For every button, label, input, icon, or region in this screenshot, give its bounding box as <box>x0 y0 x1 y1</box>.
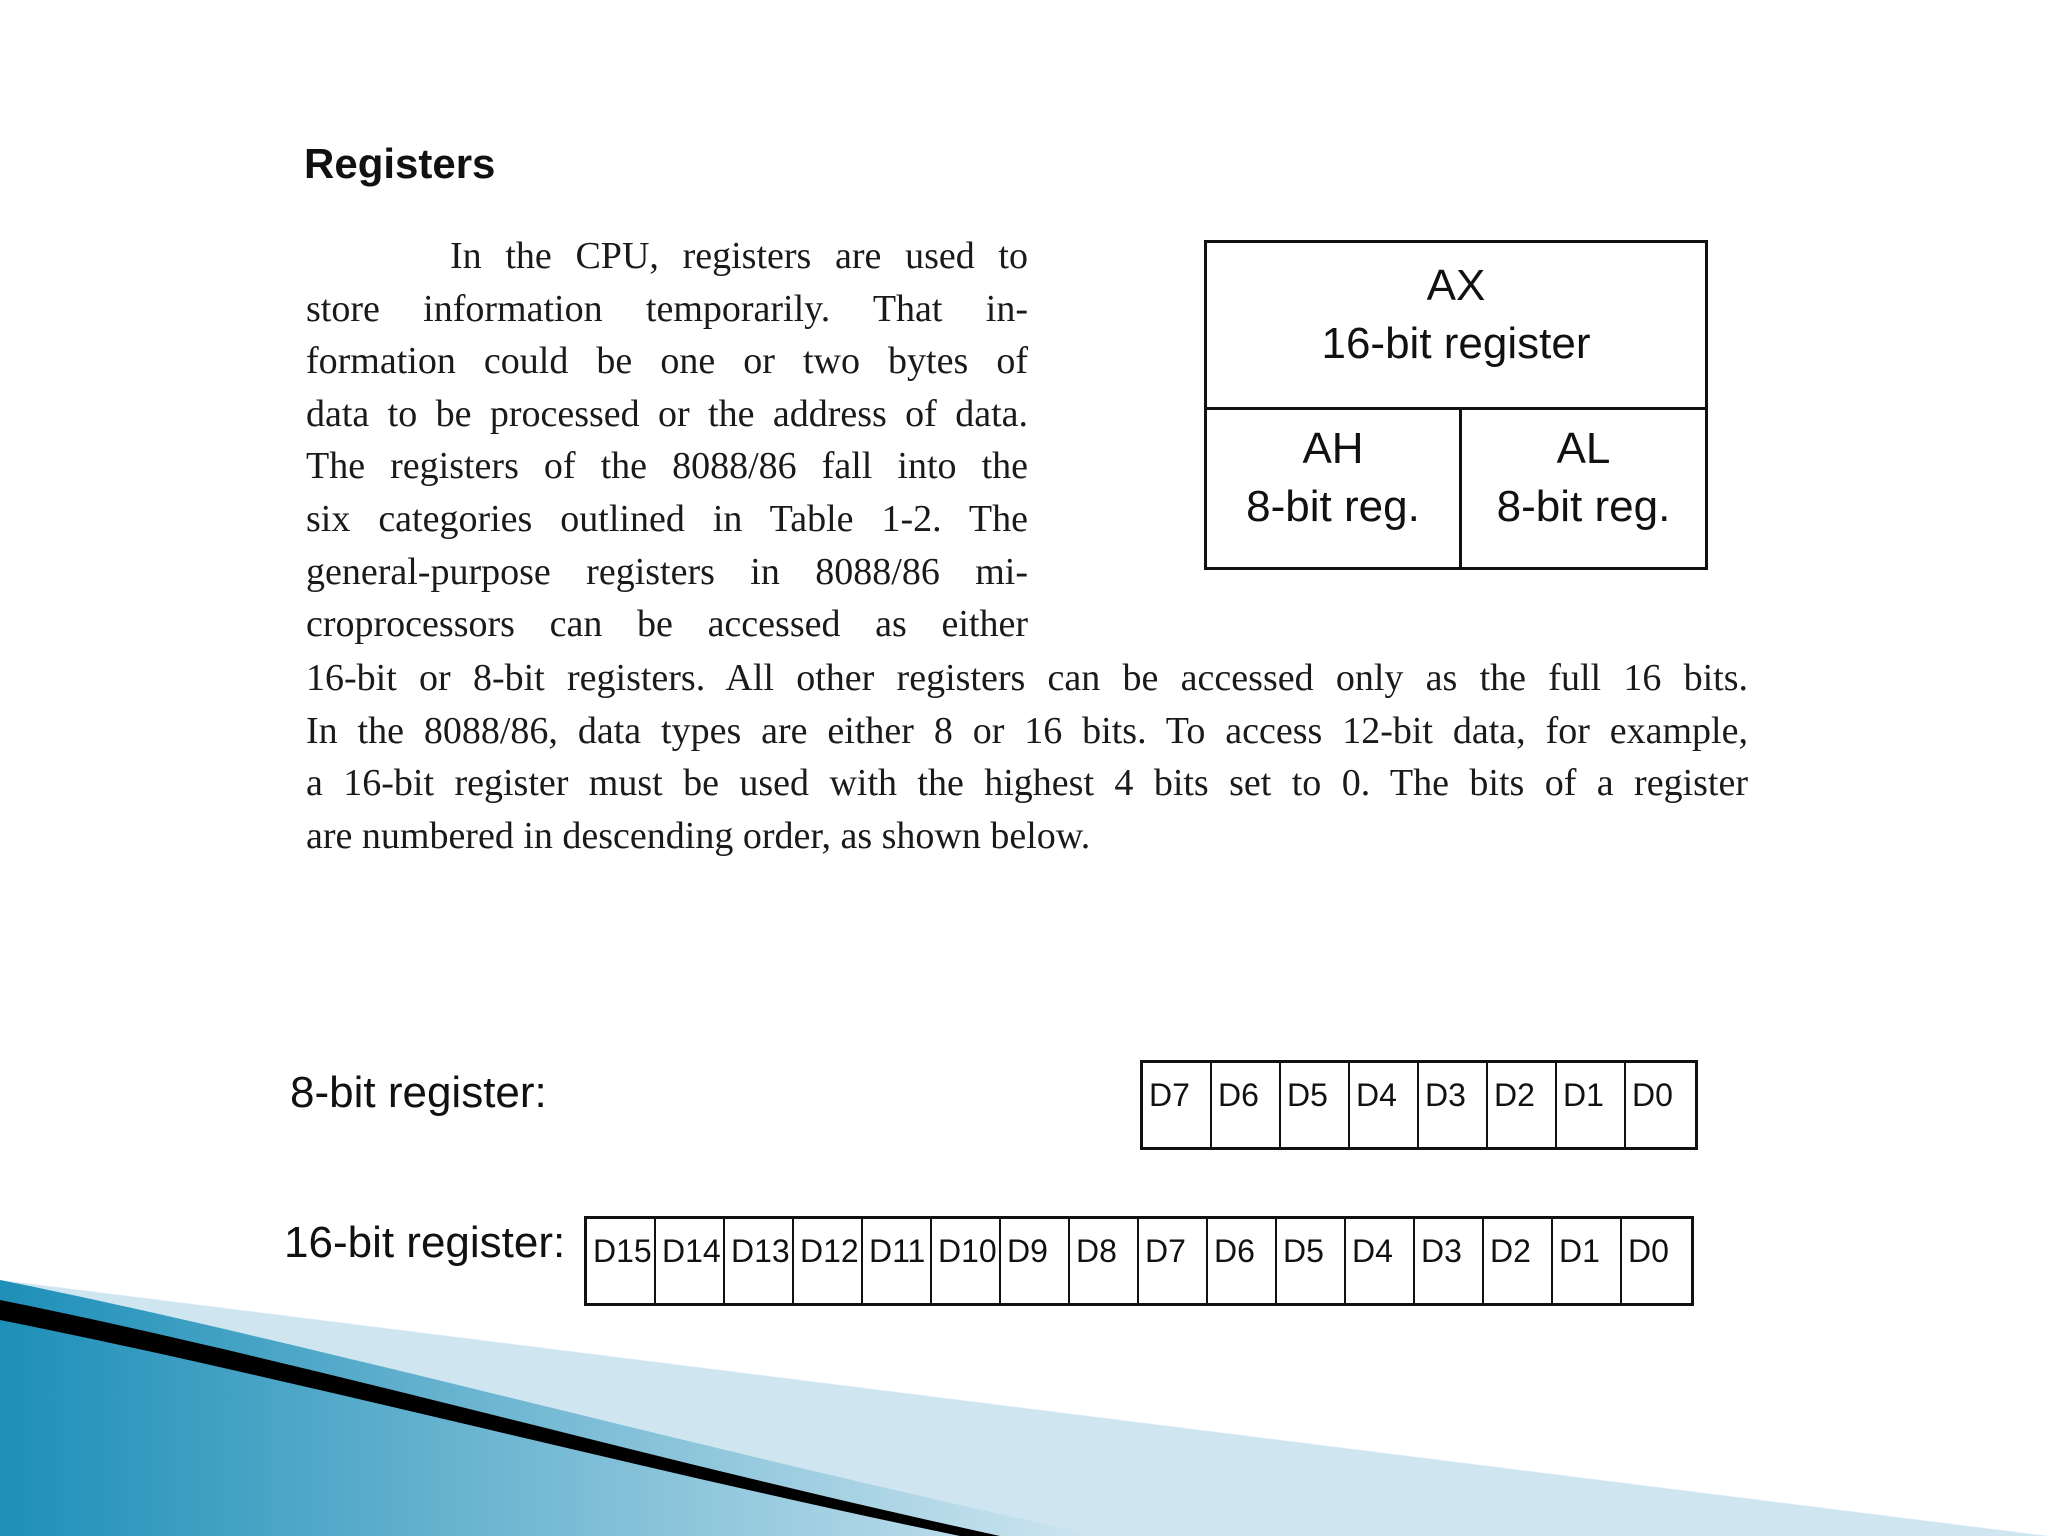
paragraph-line: general-purpose registers in 8088/86 mi- <box>306 550 1028 593</box>
bit-label: D14 <box>662 1233 721 1269</box>
bit-label: D1 <box>1559 1233 1600 1269</box>
bit-cell <box>1488 1063 1557 1147</box>
bit-label: D13 <box>731 1233 790 1269</box>
bit-label: D4 <box>1352 1233 1393 1269</box>
bit-label: D11 <box>869 1233 926 1269</box>
bit-cell <box>1626 1063 1695 1147</box>
decorative-swoosh <box>0 1280 2048 1536</box>
reg16-label: 16-bit register: <box>284 1218 566 1267</box>
ax-description: 16-bit register <box>1321 319 1591 368</box>
bit-cell <box>1143 1063 1212 1147</box>
ah-description: 8-bit reg. <box>1246 482 1420 531</box>
bit-label: D0 <box>1628 1233 1669 1269</box>
bit-label: D7 <box>1145 1233 1186 1269</box>
bit-label: D6 <box>1214 1233 1255 1269</box>
bit-cell <box>1419 1063 1488 1147</box>
paragraph-line: 16-bit or 8-bit registers. All other registers can be accessed only as the full 16 bits. <box>306 657 1748 699</box>
page-title: Registers <box>304 140 496 187</box>
bit-label: D3 <box>1421 1233 1462 1269</box>
bit-cell <box>1212 1063 1281 1147</box>
paragraph-line: six categories outlined in Table 1-2. The <box>306 497 1028 540</box>
bit-label: D4 <box>1356 1077 1397 1113</box>
paragraph-line: are numbered in descending order, as shown below. <box>306 814 1091 857</box>
bit-label: D0 <box>1632 1077 1673 1113</box>
reg8-label: 8-bit register: <box>290 1068 547 1117</box>
paragraph-line: In the 8088/86, data types are either 8 or 16 bits. To access 12-bit data, for example, <box>306 709 1748 752</box>
bit-cell <box>1281 1063 1350 1147</box>
body-paragraph-narrow <box>306 230 1028 651</box>
bit-label: D2 <box>1490 1233 1531 1269</box>
paragraph-line: croprocessors can be accessed as either <box>306 603 1028 646</box>
bit-cell <box>1350 1063 1419 1147</box>
paragraph-line: formation could be one or two bytes of <box>306 340 1028 383</box>
paragraph-line: store information temporarily. That in- <box>306 287 1028 330</box>
bit-label: D9 <box>1007 1233 1048 1269</box>
ax-cell <box>1207 243 1705 410</box>
bit-label: D15 <box>593 1233 652 1269</box>
bit-label: D8 <box>1076 1233 1117 1269</box>
paragraph-line: data to be processed or the address of data. <box>306 392 1028 435</box>
bit-label: D6 <box>1218 1077 1259 1113</box>
al-description: 8-bit reg. <box>1496 482 1671 531</box>
ah-cell <box>1207 410 1462 567</box>
al-name: AL <box>1556 424 1611 473</box>
bit-cell <box>1557 1063 1626 1147</box>
bit-label: D12 <box>800 1233 859 1269</box>
body-paragraph-wide <box>306 652 1748 862</box>
bit-label: D7 <box>1149 1077 1190 1113</box>
bit-label: D5 <box>1283 1233 1324 1269</box>
ah-name: AH <box>1302 424 1364 473</box>
bit-label: D10 <box>938 1233 997 1269</box>
bit-label: D1 <box>1563 1077 1604 1113</box>
ax-register-diagram <box>1204 240 1708 570</box>
reg8-bit-row <box>1140 1060 1698 1150</box>
al-cell <box>1462 410 1705 567</box>
bit-label: D3 <box>1425 1077 1466 1113</box>
bit-label: D2 <box>1494 1077 1535 1113</box>
paragraph-line: The registers of the 8088/86 fall into the <box>306 445 1028 488</box>
ax-name: AX <box>1426 261 1486 310</box>
bit-label: D5 <box>1287 1077 1328 1113</box>
paragraph-line: In the CPU, registers are used to <box>450 235 1028 277</box>
paragraph-line: a 16-bit register must be used with the highest 4 bits set to 0. The bits of a register <box>306 762 1748 805</box>
